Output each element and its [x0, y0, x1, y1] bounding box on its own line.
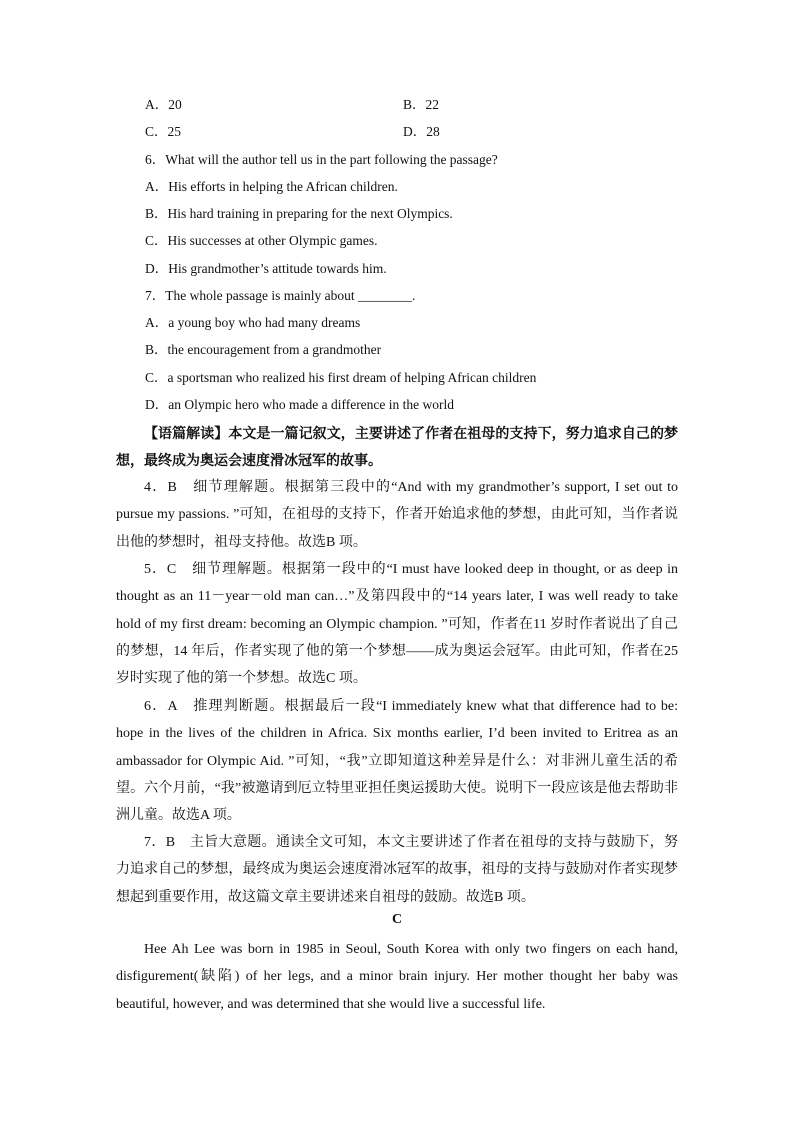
answer-6-text: 根据最后一段“I immediately knew what that difference had to be: hope in the lives of the children in Africa. Six months earlier, I’d been invited to Eritrea as an ambassador for Olympic Aid. ”可知，“我”立即知道这种差异是什么：对非洲儿童生活的希望。六个月前，“我”被邀请到厄立特里亚担任奥运援助大使。说明下一段应该是他去帮助非洲儿童。故选A 项。: [116, 699, 678, 824]
answer-5-text: 根据第一段中的“I must have looked deep in thought, or as deep in thought as an 11－year－old man can…”及第四段中的“14 years later, I was well ready to take hold of my first dream: becoming an Olympic champion. ”可知，作者在11 岁时作者说出了自己的梦想，14 年后，作者实现了他的第一个梦想——成为奥运会冠军。由此可知，作者在25 岁时实现了他的第一个梦想。故选C 项。: [116, 562, 678, 687]
answer-6-head: 6．A 推理判断题。: [144, 699, 285, 714]
section-c-heading: C: [391, 912, 403, 927]
section-c-passage: Hee Ah Lee was born in 1985 in Seoul, South Korea with only two fingers on each hand, disfigurement(缺陷) of her legs, and a minor brain injury. Her mother thought her baby was beautiful, however, and was determined that she would live a successful life.: [116, 942, 678, 1012]
q6-option-a: A．His efforts in helping the African children.: [145, 179, 398, 194]
q7-option-a: A．a young boy who had many dreams: [145, 315, 361, 330]
q7-option-c: C．a sportsman who realized his first dream of helping African children: [145, 370, 537, 385]
q5-option-c: C．25: [145, 124, 182, 139]
q7-stem: 7．The whole passage is mainly about ________.: [145, 288, 416, 303]
q5-option-a: A．20: [145, 97, 182, 112]
analysis-label: 【语篇解读】: [144, 427, 229, 442]
q6-option-d: D．His grandmother’s attitude towards him.: [145, 261, 387, 276]
q5-option-d: D．28: [403, 124, 440, 139]
answer-4-text: 根据第三段中的“And with my grandmother’s support, I set out to pursue my passions. ”可知，在祖母的支持下，作者开始追求他的梦想，由此可知，当作者说出他的梦想时，祖母支持他。故选B 项。: [116, 480, 678, 550]
q7-option-d: D．an Olympic hero who made a difference in the world: [145, 397, 455, 412]
answer-5: [116, 556, 678, 692]
answer-4-head: 4．B 细节理解题。: [144, 480, 285, 495]
analysis-text: 本文是一篇记叙文，主要讲述了作者在祖母的支持下，努力追求自己的梦想，最终成为奥运会速度滑冰冠军的故事。: [116, 427, 679, 470]
q6-stem: 6．What will the author tell us in the part following the passage?: [145, 152, 498, 167]
answer-4: [116, 474, 678, 556]
answer-5-head: 5．C 细节理解题。: [144, 562, 282, 577]
answer-7-text: 通读全文可知，本文主要讲述了作者在祖母的支持与鼓励下，努力追求自己的梦想，最终成为奥运会速度滑冰冠军的故事，祖母的支持与鼓励对作者实现梦想起到重要作用，故这篇文章主要讲述来自祖母的鼓励。故选B 项。: [116, 835, 678, 905]
q6-option-b: B．His hard training in preparing for the next Olympics.: [145, 206, 453, 221]
q6-option-c: C．His successes at other Olympic games.: [145, 233, 378, 248]
analysis-paragraph: [116, 421, 678, 476]
answer-7-head: 7．B 主旨大意题。: [144, 835, 277, 850]
q7-option-b: B．the encouragement from a grandmother: [145, 342, 382, 357]
q5-option-b: B．22: [403, 97, 440, 112]
answer-6: [116, 693, 678, 829]
answer-7: [116, 829, 678, 911]
